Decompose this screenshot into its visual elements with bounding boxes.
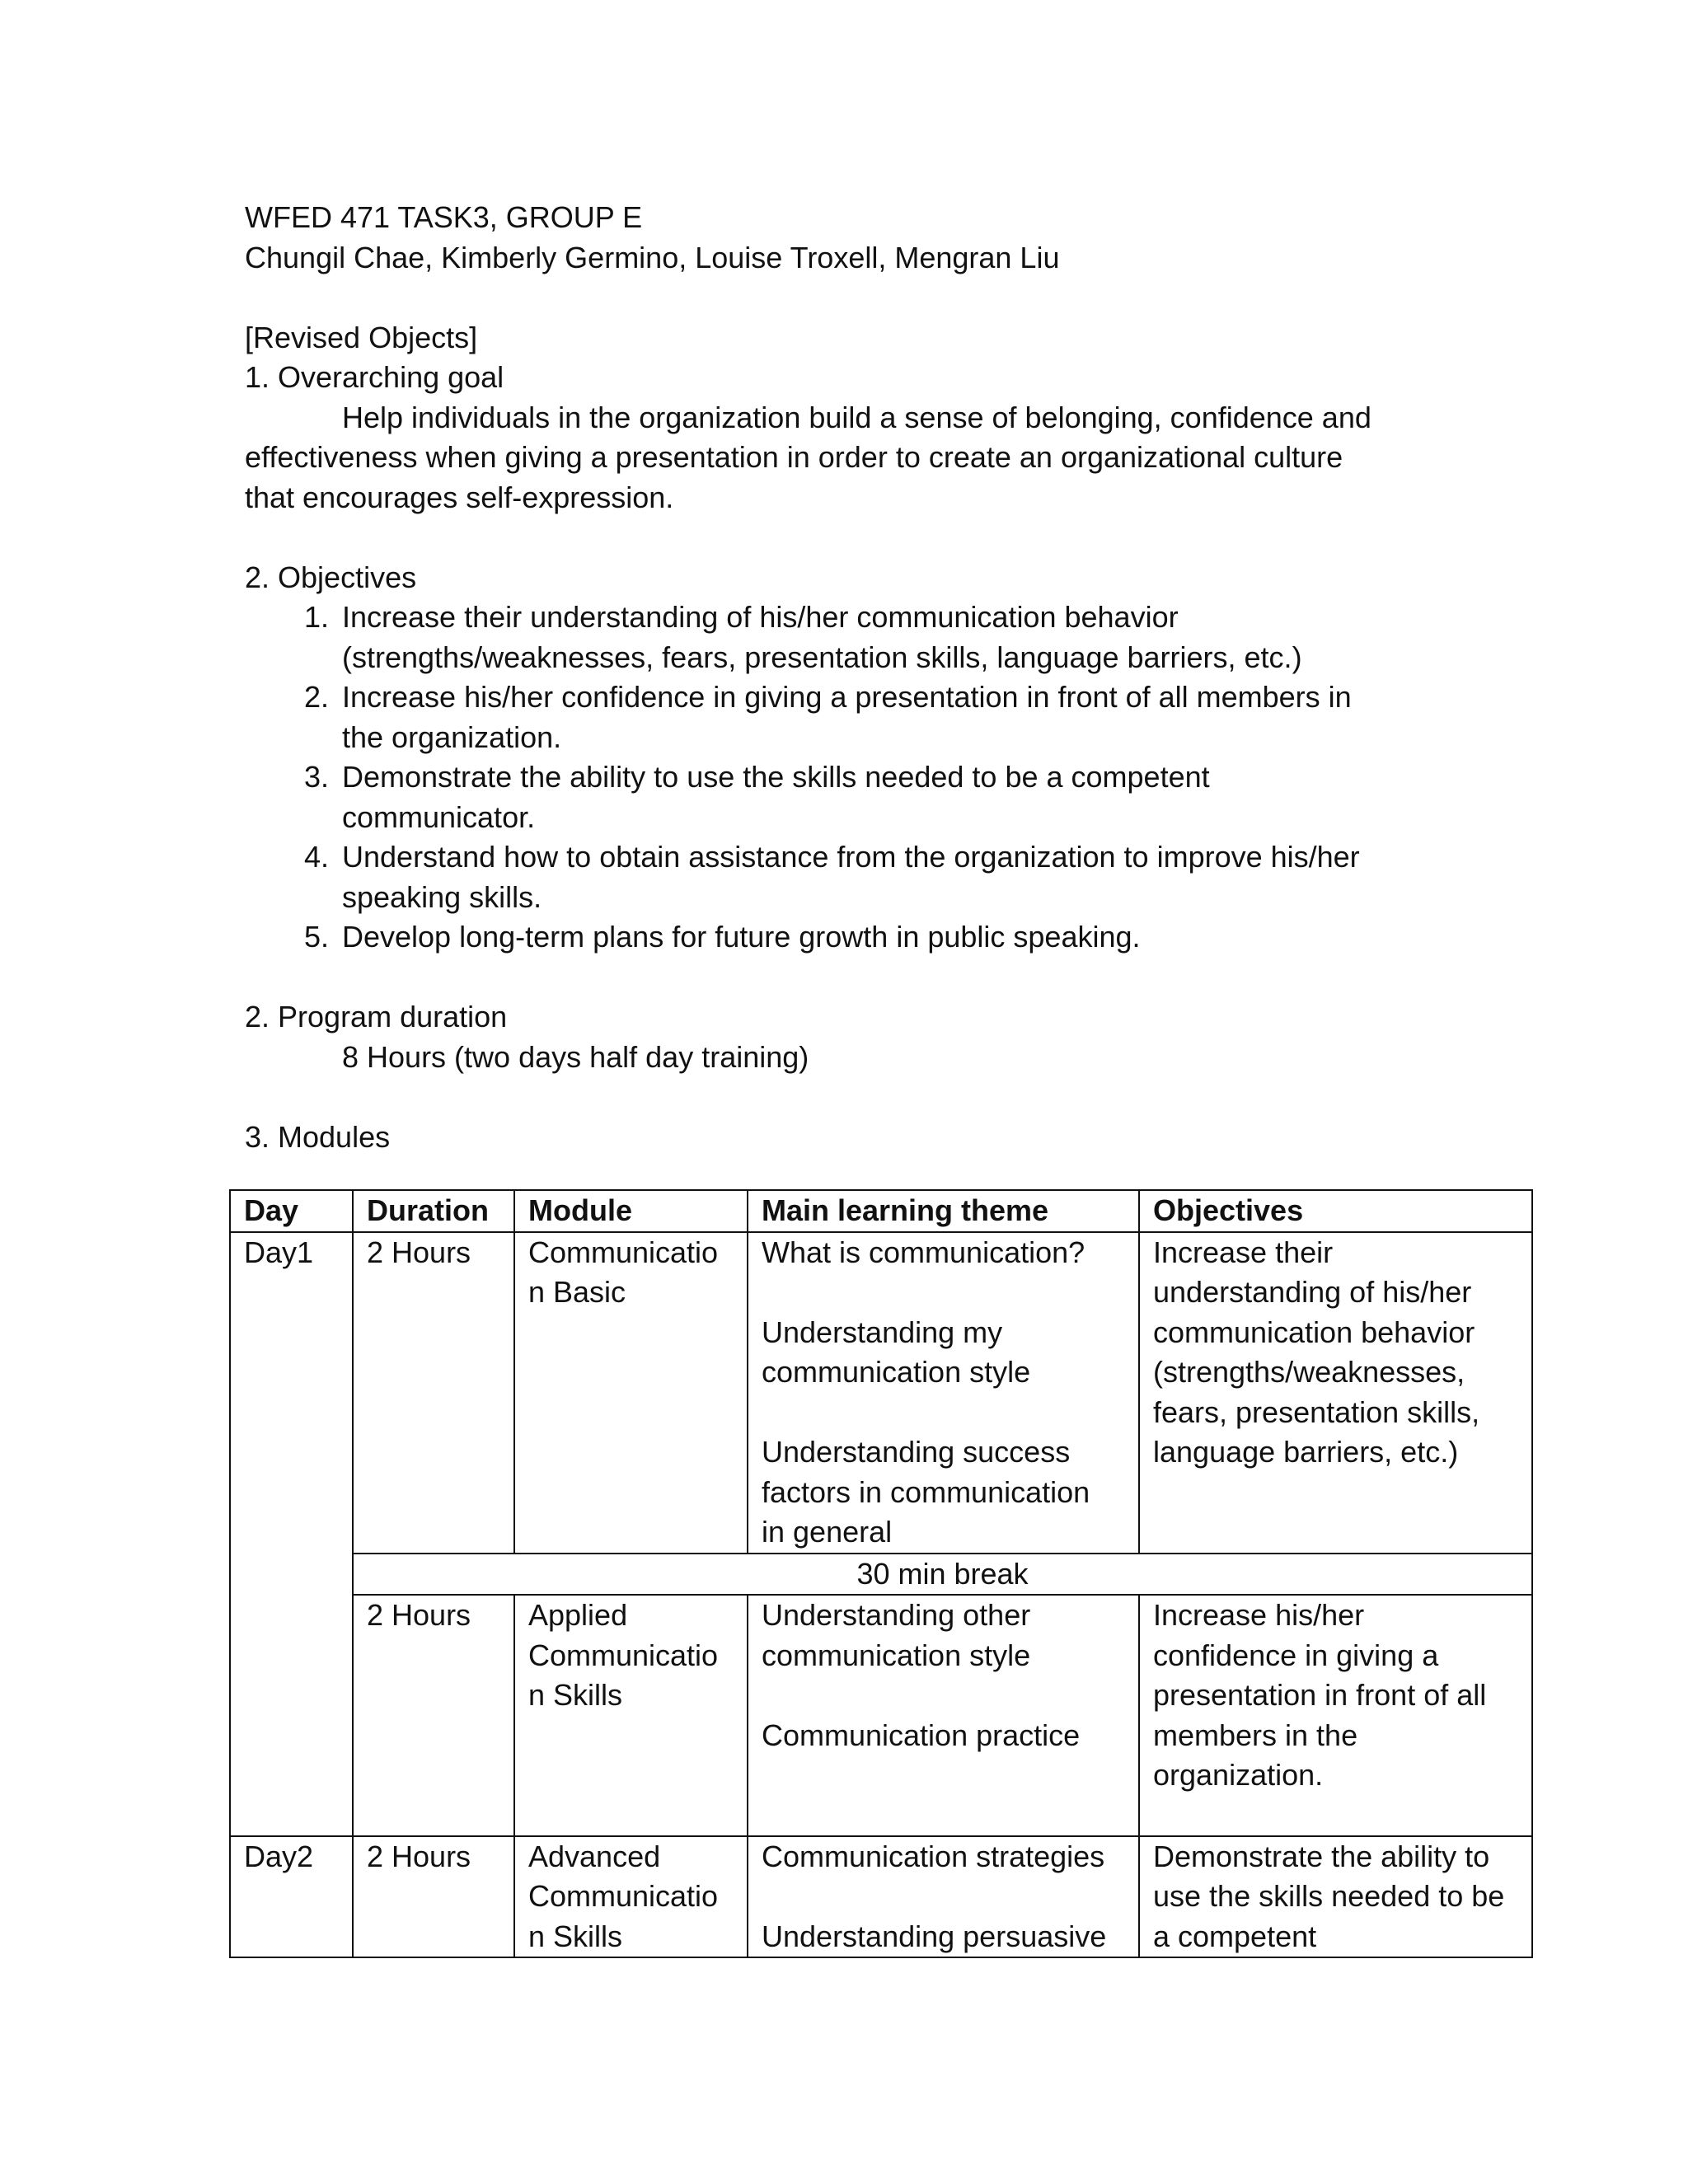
theme-text-line: Understanding my — [762, 1315, 1003, 1349]
table-header-row — [230, 1190, 1532, 1232]
theme-paragraph — [762, 1432, 1125, 1553]
modules-table — [229, 1189, 1533, 1958]
theme-paragraph — [762, 1837, 1125, 1877]
objectives-heading: 2. Objectives — [245, 560, 417, 594]
day-cell: Day1 — [230, 1232, 353, 1836]
theme-text-line: communication style — [762, 1638, 1031, 1672]
module-text-line: Communicatio — [528, 1638, 719, 1672]
objective-text-line: Increase their understanding of his/her communication behavior — [342, 600, 1179, 634]
objective-cell-line: fears, presentation skills, — [1153, 1394, 1480, 1429]
header-objectives: Objectives — [1139, 1190, 1532, 1232]
objective-cell-line: confidence in giving a — [1153, 1638, 1439, 1672]
objective-cell-line: presentation in front of all — [1153, 1678, 1487, 1712]
objective-number: 4. — [303, 840, 329, 874]
course-title: WFED 471 TASK3, GROUP E — [245, 200, 643, 234]
goal-text-line: effectiveness when giving a presentation in order to create an organizational culture — [245, 440, 1343, 474]
module-cell — [514, 1232, 748, 1554]
objective-cell-line: use the skills needed to be — [1153, 1879, 1505, 1913]
objective-cell-line: a competent — [1153, 1919, 1317, 1953]
break-cell: 30 min break — [353, 1554, 1532, 1596]
theme-paragraph — [762, 1233, 1125, 1273]
table-row — [230, 1595, 1532, 1836]
break-row — [230, 1554, 1532, 1596]
theme-text-line: in general — [762, 1515, 893, 1549]
theme-paragraph — [762, 1716, 1125, 1756]
header-day: Day — [230, 1190, 353, 1232]
objective-text-line: communicator. — [342, 799, 536, 834]
objective-cell-line: (strengths/weaknesses, — [1153, 1355, 1465, 1389]
objective-cell-line: communication behavior — [1153, 1315, 1475, 1349]
theme-cell — [748, 1836, 1139, 1958]
theme-text-line: What is communication? — [762, 1235, 1085, 1269]
theme-cell — [748, 1595, 1139, 1836]
module-text-line: n Skills — [528, 1678, 623, 1712]
theme-paragraph — [762, 1596, 1125, 1675]
duration-cell: 2 Hours — [353, 1232, 514, 1554]
module-cell — [514, 1836, 748, 1958]
document-body — [245, 198, 1415, 1157]
objective-cell-line: language barriers, etc.) — [1153, 1435, 1459, 1469]
objective-text-line: Demonstrate the ability to use the skills needed to be a competent — [342, 760, 1210, 794]
objective-cell-line: Increase their — [1153, 1235, 1334, 1269]
objective-number: 3. — [303, 760, 329, 794]
objective-number: 2. — [303, 680, 329, 714]
objective-text-line: the organization. — [342, 719, 562, 754]
objective-text-line: Increase his/her confidence in giving a presentation in front of all members in — [342, 680, 1352, 714]
theme-text-line: Communication strategies — [762, 1839, 1105, 1873]
theme-text-line: Understanding persuasive — [762, 1919, 1107, 1953]
duration-cell: 2 Hours — [353, 1595, 514, 1836]
objective-text-line: Understand how to obtain assistance from the organization to improve his/her — [342, 840, 1360, 874]
theme-text-line: Communication practice — [762, 1718, 1081, 1752]
theme-paragraph — [762, 1917, 1125, 1957]
authors-line: Chungil Chae, Kimberly Germino, Louise Troxell, Mengran Liu — [245, 240, 1060, 274]
theme-paragraph — [762, 1313, 1125, 1393]
module-text-line: n Basic — [528, 1275, 626, 1309]
revised-objects-heading: [Revised Objects] — [245, 320, 478, 354]
module-text-line: Communicatio — [528, 1235, 719, 1269]
objective-cell-line: Increase his/her — [1153, 1598, 1365, 1632]
objective-item — [303, 837, 1415, 917]
objective-item — [303, 677, 1415, 757]
objective-number: 1. — [303, 600, 329, 634]
modules-heading: 3. Modules — [245, 1119, 391, 1154]
header-duration: Duration — [353, 1190, 514, 1232]
day-cell: Day2 — [230, 1836, 353, 1958]
duration-heading: 2. Program duration — [245, 1000, 508, 1033]
table-row — [230, 1836, 1532, 1958]
goal-text-line: Help individuals in the organization build a sense of belonging, confidence and — [342, 400, 1372, 434]
header-module: Module — [514, 1190, 748, 1232]
theme-text-line: Understanding success — [762, 1435, 1071, 1469]
duration-cell: 2 Hours — [353, 1836, 514, 1958]
module-text-line: Advanced — [528, 1839, 661, 1873]
objectives-cell — [1139, 1836, 1532, 1958]
objective-text-line: speaking skills. — [342, 879, 542, 914]
header-main-learning-theme: Main learning theme — [748, 1190, 1139, 1232]
goal-heading: 1. Overarching goal — [245, 360, 504, 394]
objectives-cell — [1139, 1595, 1532, 1836]
module-text-line: Communicatio — [528, 1879, 719, 1913]
goal-text-line: that encourages self-expression. — [245, 480, 674, 514]
theme-text-line: Understanding other — [762, 1598, 1031, 1632]
objective-cell-line: understanding of his/her — [1153, 1275, 1472, 1309]
objective-item — [303, 917, 1415, 958]
theme-cell — [748, 1232, 1139, 1554]
duration-text: 8 Hours (two days half day training) — [342, 1039, 809, 1074]
objective-number: 5. — [303, 920, 329, 954]
objectives-cell — [1139, 1232, 1532, 1554]
objective-cell-line: members in the — [1153, 1718, 1358, 1752]
objective-item — [303, 598, 1415, 677]
objective-cell-line: organization. — [1153, 1758, 1324, 1792]
table-row — [230, 1232, 1532, 1554]
objective-cell-line: Demonstrate the ability to — [1153, 1839, 1490, 1873]
objective-text-line: (strengths/weaknesses, fears, presentation skills, language barriers, etc.) — [342, 640, 1302, 674]
module-text-line: n Skills — [528, 1919, 623, 1953]
module-cell — [514, 1595, 748, 1836]
objective-text-line: Develop long-term plans for future growth in public speaking. — [342, 920, 1141, 954]
theme-text-line: communication style — [762, 1355, 1031, 1389]
objectives-list — [245, 598, 1415, 958]
theme-text-line: factors in communication — [762, 1474, 1090, 1509]
module-text-line: Applied — [528, 1598, 628, 1632]
objective-item — [303, 757, 1415, 837]
